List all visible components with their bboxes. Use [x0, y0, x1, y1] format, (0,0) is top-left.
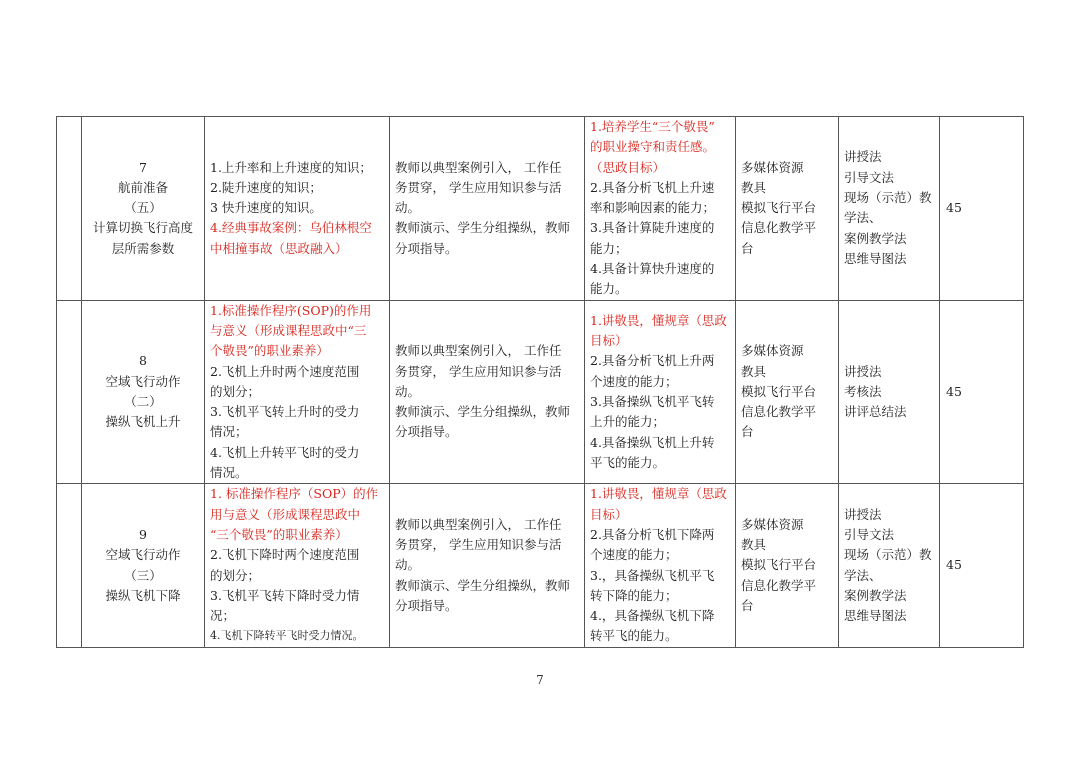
resources-cell-line: 教具 — [741, 363, 767, 379]
lesson-cell-line: 操纵飞机下降 — [105, 587, 181, 603]
goals-cell-line: 目标） — [590, 506, 628, 522]
goals-cell-line: 4.具备操纵飞机上升转 — [590, 434, 715, 450]
page-number: 7 — [536, 673, 544, 687]
lesson-cell — [82, 300, 205, 484]
teaching-cell-line: 讲授法 — [844, 149, 882, 165]
curriculum-table — [56, 116, 1024, 648]
lesson-cell-line: （三） — [124, 567, 162, 583]
resources-cell-line: 台 — [741, 597, 754, 613]
goals-cell-line: 1.培养学生“三个敬畏” — [590, 119, 715, 134]
resources-cell-line: 模拟飞行平台 — [741, 200, 817, 216]
resources-cell-line: 教具 — [741, 537, 767, 553]
lesson-cell-line: （五） — [124, 200, 162, 216]
goals-cell-line: 1.讲敬畏，懂规章（思政 — [590, 486, 727, 502]
lesson-cell — [82, 117, 205, 301]
resources-cell-line: 多媒体资源 — [741, 516, 804, 532]
goals-cell-line: 能力。 — [590, 281, 628, 297]
goals-cell-line: 3.，具备操纵飞机平飞 — [590, 567, 715, 583]
goals-cell-line: 平飞的能力。 — [590, 454, 666, 470]
goals-cell-line: 个速度的能力； — [590, 547, 678, 563]
method-cell-line: 教师演示、学生分组操纵，教师 — [395, 220, 571, 236]
content-cell-line: 个敬畏”的职业素养） — [210, 343, 329, 359]
resources-cell-line: 信息化教学平 — [741, 220, 817, 236]
margin-cell — [57, 484, 82, 647]
method-cell-line: 分项指导。 — [395, 424, 458, 440]
content-cell-line: 4.经典事故案例：乌伯林根空 — [210, 220, 372, 236]
lesson-cell-line: 航前准备 — [117, 179, 168, 195]
method-cell-line: 动。 — [395, 200, 421, 216]
content-cell-line: 的划分； — [210, 383, 261, 399]
resources-cell — [736, 300, 839, 484]
method-cell-line: 教师演示、学生分组操纵，教师 — [395, 404, 571, 420]
table-row — [57, 300, 1024, 484]
content-cell-line: 1. 标准操作程序（SOP）的作 — [210, 486, 379, 502]
resources-cell-line: 信息化教学平 — [741, 404, 817, 420]
content-cell-line: 2.陡升速度的知识； — [210, 179, 322, 195]
table-row — [57, 484, 1024, 647]
method-cell — [390, 300, 585, 484]
lesson-cell-line: 层所需参数 — [111, 240, 175, 256]
goals-cell-line: 1.讲敬畏，懂规章（思政 — [590, 312, 727, 328]
lesson-cell-line: 空域飞行动作 — [105, 373, 181, 389]
lesson-cell-line: 空域飞行动作 — [105, 547, 181, 563]
content-cell-line: 2.飞机上升时两个速度范围 — [210, 363, 360, 379]
method-cell-line: 分项指导。 — [395, 597, 458, 613]
teaching-cell-line: 讲评总结法 — [844, 404, 907, 420]
content-cell-line: 用与意义（形成课程思政中 — [210, 506, 361, 522]
teaching-cell-line: 讲授法 — [844, 506, 882, 522]
content-cell — [205, 484, 390, 647]
content-cell-line: 的划分； — [210, 567, 261, 583]
resources-cell — [736, 484, 839, 647]
goals-cell-line: 2.具备分析飞机上升两 — [590, 353, 715, 369]
goals-cell-line: 2.具备分析飞机上升速 — [590, 179, 715, 195]
resources-cell — [736, 117, 839, 301]
teaching-cell-line: 学法、 — [844, 210, 882, 226]
lesson-cell-line: 7 — [139, 159, 147, 175]
teaching-cell-line: 现场（示范）教 — [844, 190, 932, 206]
method-cell-line: 务贯穿， 学生应用知识参与活 — [395, 363, 562, 379]
lesson-cell-line: 9 — [139, 526, 147, 542]
lesson-cell-line: 计算切换飞行高度 — [92, 220, 193, 236]
method-cell — [390, 117, 585, 301]
content-cell-line: 情况； — [210, 424, 248, 440]
method-cell-line: 动。 — [395, 383, 421, 399]
teaching-cell-line: 思维导图法 — [844, 608, 907, 624]
teaching-cell-line: 现场（示范）教 — [844, 547, 932, 563]
table-row — [57, 117, 1024, 301]
resources-cell-line: 多媒体资源 — [741, 343, 804, 359]
goals-cell-line: 3.具备操纵飞机平飞转 — [590, 394, 715, 409]
method-cell-line: 务贯穿， 学生应用知识参与活 — [395, 537, 562, 553]
resources-cell-line: 台 — [741, 424, 754, 440]
teaching-cell-line: 引导文法 — [844, 526, 895, 542]
content-cell-line: 中相撞事故（思政融入） — [210, 240, 348, 256]
teaching-cell-line: 思维导图法 — [844, 250, 907, 266]
content-cell-line: 与意义（形成课程思政中“三 — [210, 322, 367, 338]
method-cell-line: 分项指导。 — [395, 240, 458, 256]
goals-cell — [585, 300, 736, 484]
goals-cell — [585, 117, 736, 301]
teaching-cell-line: 案例教学法 — [844, 230, 907, 246]
lesson-cell-line: 8 — [139, 353, 147, 369]
hours-cell: 45 — [940, 117, 1024, 301]
lesson-cell — [82, 484, 205, 647]
method-cell-line: 教师演示、学生分组操纵，教师 — [395, 577, 571, 593]
content-cell-line: 情况。 — [210, 465, 248, 481]
resources-cell-line: 教具 — [741, 179, 767, 195]
resources-cell-line: 模拟飞行平台 — [741, 383, 817, 399]
goals-cell-line: 上升的能力； — [590, 414, 666, 430]
goals-cell-line: 率和影响因素的能力； — [590, 200, 716, 216]
goals-cell-line: 4.，具备操纵飞机下降 — [590, 608, 715, 624]
method-cell-line: 动。 — [395, 557, 421, 573]
hours-cell: 45 — [940, 484, 1024, 647]
goals-cell-line: 4.具备计算快升速度的 — [590, 261, 715, 277]
goals-cell-line: 目标） — [590, 333, 628, 349]
margin-cell — [57, 117, 82, 301]
lesson-cell-line: 操纵飞机上升 — [105, 414, 181, 430]
content-cell — [205, 117, 390, 301]
teaching-cell-line: 讲授法 — [844, 363, 882, 379]
goals-cell-line: 的职业操守和责任感。 — [590, 139, 716, 155]
content-cell-line: 1.标准操作程序(SOP)的作用 — [210, 302, 372, 318]
content-cell — [205, 300, 390, 484]
teaching-cell-line: 学法、 — [844, 567, 882, 583]
resources-cell-line: 多媒体资源 — [741, 159, 804, 175]
lesson-cell-line: （二） — [124, 394, 162, 409]
goals-cell-line: 3.具备计算陡升速度的 — [590, 220, 715, 236]
content-cell-line: “三个敬畏”的职业素养） — [210, 526, 348, 542]
method-cell-line: 教师以典型案例引入， 工作任 — [395, 516, 562, 532]
content-cell-line: 2.飞机下降时两个速度范围 — [210, 547, 360, 563]
resources-cell-line: 模拟飞行平台 — [741, 557, 817, 573]
teaching-cell-line: 案例教学法 — [844, 587, 907, 603]
goals-cell-line: 转下降的能力； — [590, 587, 678, 603]
method-cell — [390, 484, 585, 647]
method-cell-line: 教师以典型案例引入， 工作任 — [395, 159, 562, 175]
hours-cell: 45 — [940, 300, 1024, 484]
resources-cell-line: 信息化教学平 — [741, 577, 817, 593]
goals-cell-line: 2.具备分析飞机下降两 — [590, 526, 715, 542]
resources-cell-line: 台 — [741, 240, 754, 256]
goals-cell — [585, 484, 736, 647]
content-cell-line: 1.上升率和上升速度的知识； — [210, 159, 372, 175]
method-cell-line: 教师以典型案例引入， 工作任 — [395, 343, 562, 359]
teaching-cell — [839, 484, 940, 647]
content-cell-line: 况； — [210, 608, 236, 624]
content-cell-line: 3 快升速度的知识。 — [210, 200, 322, 216]
content-cell-line: 4.飞机下降转平飞时受力情况。 — [210, 629, 364, 643]
goals-cell-line: 个速度的能力； — [590, 373, 678, 389]
teaching-cell-line: 考核法 — [844, 383, 882, 399]
method-cell-line: 务贯穿， 学生应用知识参与活 — [395, 179, 562, 195]
goals-cell-line: 转平飞的能力。 — [590, 628, 678, 644]
content-cell-line: 3.飞机平飞转上升时的受力 — [210, 404, 360, 420]
goals-cell-line: 能力； — [590, 240, 628, 256]
teaching-cell-line: 引导文法 — [844, 169, 895, 185]
margin-cell — [57, 300, 82, 484]
teaching-cell — [839, 117, 940, 301]
teaching-cell — [839, 300, 940, 484]
goals-cell-line: （思政目标） — [590, 159, 666, 175]
content-cell-line: 3.飞机平飞转下降时受力情 — [210, 587, 360, 603]
content-cell-line: 4.飞机上升转平飞时的受力 — [210, 444, 360, 460]
